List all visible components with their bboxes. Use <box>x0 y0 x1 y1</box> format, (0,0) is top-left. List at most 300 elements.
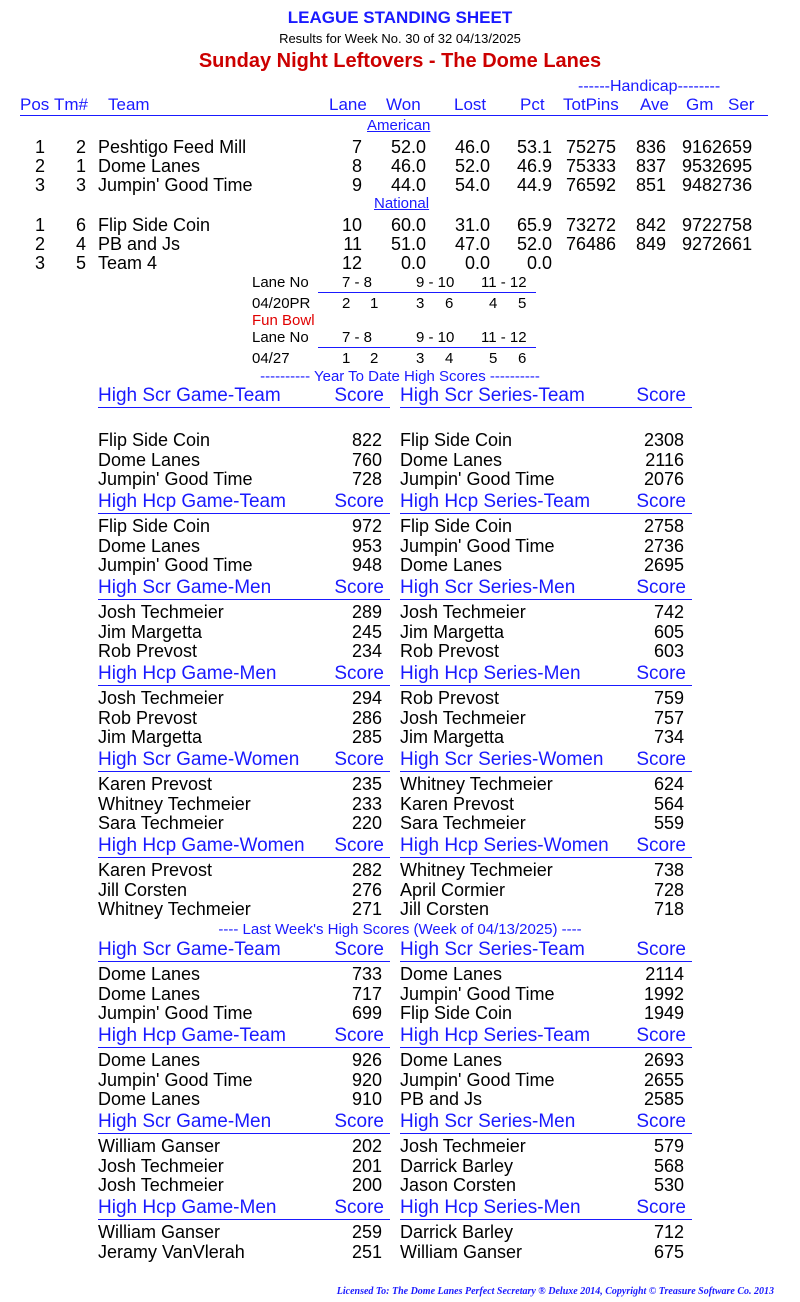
bowler-name: Jeramy VanVlerah <box>98 1241 245 1262</box>
score-value: 717 <box>351 983 382 1004</box>
standings-lane: 7 <box>351 137 362 157</box>
bowler-name: Jumpin' Good Time <box>98 1069 253 1090</box>
bowler-name: Dome Lanes <box>400 555 503 575</box>
high-score-block-header <box>400 1197 692 1220</box>
schedule-team: 4 <box>445 350 454 367</box>
score-column-label: Score <box>334 1111 384 1132</box>
score-column-label: Score <box>636 1025 686 1046</box>
high-score-block-header <box>400 663 692 686</box>
bowler-name: Dome Lanes <box>98 964 201 984</box>
score-value: 742 <box>653 602 684 622</box>
score-value: 559 <box>653 813 684 833</box>
bowler-name: Jumpin' Good Time <box>400 983 555 1004</box>
score-row <box>98 899 390 919</box>
score-value: 2116 <box>645 449 684 470</box>
category-title: High Scr Series-Team <box>400 939 585 960</box>
bowler-name: Flip Side Coin <box>98 516 211 536</box>
schedule-date: 04/20PR <box>252 295 311 312</box>
bowler-name: Flip Side Coin <box>400 1003 513 1023</box>
standings-tm: 2 <box>76 137 87 157</box>
standings-tm: 6 <box>76 215 87 235</box>
score-value: 699 <box>351 1003 382 1023</box>
score-column-label: Score <box>334 939 384 960</box>
sheet-title: LEAGUE STANDING SHEET <box>287 8 513 27</box>
score-row <box>98 536 390 556</box>
standings-pos: 2 <box>35 156 46 176</box>
standings-ave: 842 <box>636 215 667 235</box>
bowler-name: Rob Prevost <box>400 688 500 708</box>
score-row <box>400 727 692 747</box>
bowler-name: Whitney Techmeier <box>400 860 553 880</box>
score-row <box>400 794 692 814</box>
schedule-team: 1 <box>370 295 379 312</box>
score-column-label: Score <box>636 491 686 512</box>
score-row <box>400 688 692 708</box>
category-title: High Scr Series-Men <box>400 577 576 598</box>
score-value: 953 <box>351 535 382 556</box>
score-value: 2308 <box>643 430 684 450</box>
lane-divider <box>318 347 536 348</box>
standings-ave: 837 <box>636 156 667 176</box>
score-row <box>98 602 390 622</box>
bowler-name: William Ganser <box>98 1136 221 1156</box>
division-label: National <box>374 195 430 212</box>
high-score-block-header <box>98 1111 390 1134</box>
high-score-block-header <box>400 749 692 772</box>
score-value: 2585 <box>643 1089 684 1109</box>
score-row <box>98 450 390 470</box>
score-value: 530 <box>653 1175 684 1195</box>
standings-pct: 53.1 <box>516 137 552 157</box>
score-value: 910 <box>351 1089 382 1109</box>
standings-lost: 54.0 <box>454 175 490 195</box>
standings-gm-ser: 9162659 <box>682 137 753 157</box>
high-score-block <box>400 663 692 747</box>
high-score-block <box>98 491 390 575</box>
standings-row <box>0 137 800 157</box>
standings-totpins: 75333 <box>566 156 617 176</box>
score-value: 294 <box>351 688 382 708</box>
score-row <box>98 430 390 450</box>
high-score-block-header <box>400 577 692 600</box>
score-value: 235 <box>351 774 382 794</box>
high-score-block <box>98 385 390 489</box>
standings-pos: 3 <box>35 253 46 273</box>
bowler-name: Josh Techmeier <box>400 1136 526 1156</box>
bowler-name: PB and Js <box>400 1089 483 1109</box>
schedule-team: 6 <box>518 350 527 367</box>
score-row <box>400 813 692 833</box>
bowler-name: Jill Corsten <box>400 899 490 919</box>
high-score-block <box>98 577 390 661</box>
high-score-block <box>98 663 390 747</box>
score-value: 2076 <box>643 469 684 489</box>
bowler-name: Sara Techmeier <box>98 813 224 833</box>
high-score-block <box>98 939 390 1023</box>
standings-pos: 1 <box>35 215 46 235</box>
standings-row <box>0 156 800 176</box>
last-week-section-title: ---- Last Week's High Scores (Week of 04/13/2025) ---- <box>218 921 582 938</box>
high-score-block <box>400 491 692 575</box>
bowler-name: Josh Techmeier <box>400 602 526 622</box>
score-row <box>400 1089 692 1109</box>
col-lost: Lost <box>454 95 487 114</box>
score-value: 972 <box>351 516 382 536</box>
standings-tm: 4 <box>76 234 87 254</box>
bowler-name: Dome Lanes <box>98 983 201 1004</box>
bowler-name: Jim Margetta <box>400 621 505 642</box>
score-value: 202 <box>351 1136 382 1156</box>
standings-totpins: 75275 <box>566 137 617 157</box>
score-value: 220 <box>351 813 382 833</box>
score-value: 2736 <box>643 535 684 556</box>
schedule-team: 6 <box>445 295 454 312</box>
bowler-name: Josh Techmeier <box>98 688 224 708</box>
ytd-section-title: ---------- Year To Date High Scores ---------- <box>260 368 540 385</box>
standings-totpins: 73272 <box>566 215 617 235</box>
standings-team: Team 4 <box>98 253 158 273</box>
handicap-label: ------Handicap-------- <box>578 78 721 95</box>
standings-won: 46.0 <box>390 156 426 176</box>
score-value: 675 <box>653 1241 684 1262</box>
bowler-name: Dome Lanes <box>98 449 201 470</box>
score-value: 759 <box>653 688 684 708</box>
standings-lane: 9 <box>351 175 362 195</box>
bowler-name: Darrick Barley <box>400 1222 514 1242</box>
score-row <box>98 794 390 814</box>
score-row <box>98 1175 390 1195</box>
score-value: 200 <box>351 1175 382 1195</box>
score-column-label: Score <box>334 1197 384 1218</box>
schedule-date: 04/27 <box>252 350 290 367</box>
bowler-name: Jumpin' Good Time <box>400 535 555 556</box>
bowler-name: Rob Prevost <box>98 641 198 661</box>
bowler-name: Jumpin' Good Time <box>98 1003 253 1023</box>
high-score-block <box>400 1111 692 1195</box>
bowler-name: William Ganser <box>400 1241 523 1262</box>
category-title: High Hcp Game-Women <box>98 835 305 856</box>
score-column-label: Score <box>334 577 384 598</box>
high-score-block-header <box>98 749 390 772</box>
score-row <box>98 813 390 833</box>
high-score-block <box>98 1111 390 1195</box>
score-row <box>98 1070 390 1090</box>
standings-totpins: 76486 <box>566 234 617 254</box>
standings-pos: 2 <box>35 234 46 254</box>
col-ave: Ave <box>640 95 669 114</box>
week-info: Results for Week No. 30 of 32 04/13/2025 <box>279 31 521 46</box>
score-value: 728 <box>351 469 382 489</box>
high-score-block-header <box>400 939 692 962</box>
category-title: High Scr Game-Women <box>98 749 300 770</box>
col-won: Won <box>386 95 421 114</box>
score-column-label: Score <box>636 749 686 770</box>
bowler-name: Sara Techmeier <box>400 813 526 833</box>
bowler-name: Dome Lanes <box>98 535 201 556</box>
category-title: High Scr Game-Men <box>98 577 272 598</box>
score-row <box>400 602 692 622</box>
score-value: 259 <box>351 1222 382 1242</box>
score-value: 245 <box>351 621 382 642</box>
bowler-name: Rob Prevost <box>400 641 500 661</box>
bowler-name: Flip Side Coin <box>400 516 513 536</box>
schedule-team: 1 <box>342 350 351 367</box>
score-row <box>98 555 390 575</box>
standings-gm-ser: 9482736 <box>682 175 753 195</box>
standings-lost: 47.0 <box>454 234 490 254</box>
lane-pair: 11 - 12 <box>481 274 527 291</box>
bowler-name: Dome Lanes <box>400 1050 503 1070</box>
lane-divider <box>318 292 536 293</box>
score-value: 2655 <box>643 1069 684 1090</box>
high-score-block <box>400 1025 692 1109</box>
score-row <box>98 622 390 642</box>
score-column-label: Score <box>636 1197 686 1218</box>
score-value: 2114 <box>645 964 684 984</box>
col-team: Team <box>108 95 150 114</box>
category-title: High Hcp Game-Men <box>98 663 277 684</box>
schedule-team: 2 <box>370 350 379 367</box>
score-column-label: Score <box>334 663 384 684</box>
score-row <box>400 1242 692 1262</box>
col-totpins: TotPins <box>563 95 619 114</box>
high-score-block-header <box>400 835 692 858</box>
high-score-block-header <box>98 491 390 514</box>
standings-gm-ser: 9722758 <box>682 215 753 235</box>
category-title: High Scr Series-Women <box>400 749 604 770</box>
score-value: 712 <box>653 1222 684 1242</box>
standings-lost: 31.0 <box>454 215 490 235</box>
score-row <box>98 984 390 1004</box>
bowler-name: Jumpin' Good Time <box>98 555 253 575</box>
bowler-name: Dome Lanes <box>400 449 503 470</box>
score-value: 728 <box>653 879 684 900</box>
score-value: 718 <box>653 899 684 919</box>
bowler-name: Jumpin' Good Time <box>98 469 253 489</box>
fun-bowl-label: Fun Bowl <box>252 312 315 329</box>
score-row <box>400 469 692 489</box>
score-row <box>400 516 692 536</box>
standings-pos: 3 <box>35 175 46 195</box>
score-row <box>400 860 692 880</box>
score-value: 579 <box>653 1136 684 1156</box>
standings-row <box>0 215 800 235</box>
score-row <box>400 774 692 794</box>
standings-team: Jumpin' Good Time <box>98 175 253 195</box>
bowler-name: Jumpin' Good Time <box>400 469 555 489</box>
score-column-label: Score <box>334 1025 384 1046</box>
score-value: 282 <box>351 860 382 880</box>
standings-gm-ser: 9532695 <box>682 156 753 176</box>
score-row <box>400 1156 692 1176</box>
bowler-name: Jim Margetta <box>98 621 203 642</box>
score-column-label: Score <box>636 939 686 960</box>
category-title: High Scr Game-Team <box>98 939 281 960</box>
score-value: 271 <box>351 899 382 919</box>
score-row <box>400 1136 692 1156</box>
high-score-block-header <box>98 385 390 408</box>
bowler-name: Karen Prevost <box>400 793 515 814</box>
bowler-name: Karen Prevost <box>98 860 213 880</box>
score-row <box>400 1175 692 1195</box>
score-row <box>400 964 692 984</box>
high-score-block <box>98 835 390 919</box>
bowler-name: Josh Techmeier <box>98 602 224 622</box>
score-column-label: Score <box>334 835 384 856</box>
standings-ave: 836 <box>636 137 667 157</box>
score-row <box>98 1242 390 1262</box>
score-column-label: Score <box>636 663 686 684</box>
score-row <box>400 1050 692 1070</box>
high-score-block-header <box>98 835 390 858</box>
standings-won: 51.0 <box>390 234 426 254</box>
schedule-team: 5 <box>518 295 527 312</box>
score-row <box>400 899 692 919</box>
score-column-label: Score <box>636 385 686 406</box>
bowler-name: Whitney Techmeier <box>400 774 553 794</box>
col-pos: Pos <box>20 95 50 114</box>
high-score-block <box>400 835 692 919</box>
lane-pair: 9 - 10 <box>416 274 455 291</box>
score-row <box>98 1089 390 1109</box>
score-row <box>98 641 390 661</box>
lane-pair: 7 - 8 <box>342 274 373 291</box>
standings-pct: 52.0 <box>516 234 552 254</box>
bowler-name: Whitney Techmeier <box>98 793 251 814</box>
standings-team: PB and Js <box>98 234 181 254</box>
standings-row <box>0 234 800 254</box>
standings-lane: 11 <box>343 234 362 254</box>
high-score-block-header <box>400 1111 692 1134</box>
high-score-block-header <box>98 577 390 600</box>
score-value: 603 <box>653 641 684 661</box>
high-score-block <box>400 1197 692 1261</box>
division-label: American <box>367 117 431 134</box>
standings-won: 60.0 <box>390 215 426 235</box>
score-value: 201 <box>351 1155 382 1176</box>
score-row <box>98 688 390 708</box>
score-row <box>400 984 692 1004</box>
lane-pair: 7 - 8 <box>342 329 373 346</box>
score-row <box>98 1222 390 1242</box>
score-value: 286 <box>351 707 382 728</box>
high-score-block-header <box>400 491 692 514</box>
score-row <box>400 641 692 661</box>
schedule-team: 5 <box>489 350 498 367</box>
score-row <box>98 727 390 747</box>
high-score-block <box>98 1197 390 1261</box>
high-score-block <box>400 749 692 833</box>
standings-lane: 10 <box>341 215 362 235</box>
category-title: High Scr Series-Team <box>400 385 585 406</box>
score-column-label: Score <box>334 491 384 512</box>
score-column-label: Score <box>334 385 384 406</box>
standings-lost: 0.0 <box>464 253 490 273</box>
bowler-name: Josh Techmeier <box>98 1155 224 1176</box>
score-value: 2695 <box>643 555 684 575</box>
schedule-team: 4 <box>489 295 498 312</box>
bowler-name: William Ganser <box>98 1222 221 1242</box>
score-value: 568 <box>653 1155 684 1176</box>
bowler-name: Dome Lanes <box>98 1089 201 1109</box>
col-ser: Ser <box>728 95 755 114</box>
bowler-name: Karen Prevost <box>98 774 213 794</box>
bowler-name: Whitney Techmeier <box>98 899 251 919</box>
score-value: 822 <box>351 430 382 450</box>
lane-no-label: Lane No <box>252 329 309 346</box>
score-row <box>98 880 390 900</box>
score-value: 276 <box>351 879 382 900</box>
bowler-name: Dome Lanes <box>400 964 503 984</box>
score-column-label: Score <box>636 835 686 856</box>
score-row <box>98 860 390 880</box>
score-row <box>98 1003 390 1023</box>
score-value: 234 <box>351 641 382 661</box>
schedule-team: 3 <box>416 350 425 367</box>
score-value: 738 <box>653 860 684 880</box>
score-row <box>98 964 390 984</box>
standings-lost: 52.0 <box>454 156 490 176</box>
high-score-block <box>98 1025 390 1109</box>
score-row <box>400 1070 692 1090</box>
standings-pct: 65.9 <box>516 215 552 235</box>
score-value: 251 <box>351 1241 382 1262</box>
standings-lane: 12 <box>341 253 362 273</box>
score-row <box>98 516 390 536</box>
category-title: High Scr Game-Team <box>98 385 281 406</box>
category-title: High Hcp Game-Men <box>98 1197 277 1218</box>
standings-won: 0.0 <box>400 253 426 273</box>
lane-pair: 11 - 12 <box>481 329 527 346</box>
score-value: 760 <box>351 449 382 470</box>
high-score-block-header <box>98 1025 390 1048</box>
high-score-block <box>400 577 692 661</box>
score-value: 233 <box>351 793 382 814</box>
score-column-label: Score <box>636 1111 686 1132</box>
score-row <box>98 1156 390 1176</box>
standings-row <box>0 175 800 195</box>
standings-totpins: 76592 <box>566 175 617 195</box>
standings-won: 52.0 <box>390 137 426 157</box>
standings-ave: 851 <box>636 175 667 195</box>
score-value: 734 <box>653 727 684 747</box>
standings-tm: 3 <box>76 175 87 195</box>
score-value: 564 <box>653 793 684 814</box>
standings-tm: 1 <box>76 156 87 176</box>
bowler-name: Jill Corsten <box>98 879 188 900</box>
standings-gm-ser: 9272661 <box>682 234 753 254</box>
bowler-name: April Cormier <box>400 879 506 900</box>
bowler-name: Josh Techmeier <box>98 1175 224 1195</box>
license-footer: Licensed To: The Dome Lanes Perfect Secretary ® Deluxe 2014, Copyright © Treasure Software Co. 2013 <box>336 1286 774 1297</box>
standings-lost: 46.0 <box>454 137 490 157</box>
standings-lane: 8 <box>351 156 362 176</box>
high-score-block <box>98 749 390 833</box>
high-score-block-header <box>98 939 390 962</box>
high-score-block <box>400 385 692 489</box>
high-score-block-header <box>98 663 390 686</box>
standings-team: Peshtigo Feed Mill <box>98 137 247 157</box>
lane-pair: 9 - 10 <box>416 329 455 346</box>
score-value: 2758 <box>643 516 684 536</box>
score-row <box>98 708 390 728</box>
score-row <box>400 1003 692 1023</box>
score-row <box>400 536 692 556</box>
standings-ave: 849 <box>636 234 667 254</box>
score-value: 1992 <box>643 983 684 1004</box>
score-row <box>98 469 390 489</box>
bowler-name: Flip Side Coin <box>98 430 211 450</box>
